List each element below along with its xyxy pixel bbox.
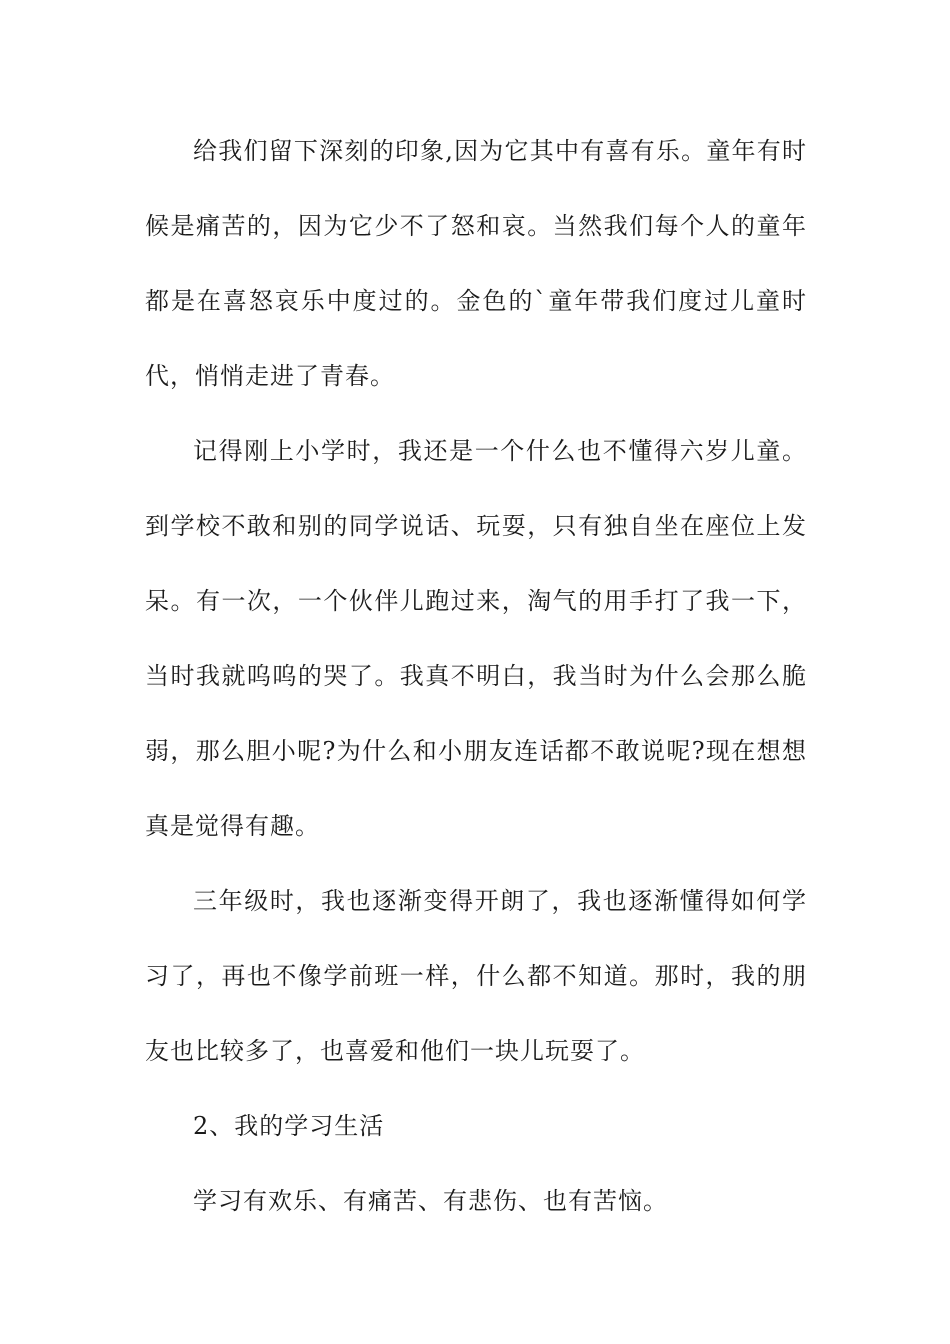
paragraph-2: 记得刚上小学时，我还是一个什么也不懂得六岁儿童。到学校不敢和别的同学说话、玩耍，只有独自坐在座位上发呆。有一次，一个伙伴儿跑过来，淘气的用手打了我一下，当时我就呜呜的哭了。我真不明白，我当时为什么会那么脆弱，那么胆小呢?为什么和小朋友连话都不敢说呢?现在想想真是觉得有趣。 xyxy=(145,437,807,840)
document-body xyxy=(145,114,807,1239)
section-heading: 2、我的学习生活 xyxy=(193,1112,385,1140)
paragraph-3: 三年级时，我也逐渐变得开朗了，我也逐渐懂得如何学习了，再也不像学前班一样，什么都不知道。那时，我的朋友也比较多了，也喜爱和他们一块儿玩耍了。 xyxy=(145,887,807,1065)
paragraph-4: 学习有欢乐、有痛苦、有悲伤、也有苦恼。 xyxy=(193,1187,668,1215)
paragraph-1: 给我们留下深刻的印象,因为它其中有喜有乐。童年有时候是痛苦的，因为它少不了怒和哀。当然我们每个人的童年都是在喜怒哀乐中度过的。金色的`童年带我们度过儿童时代，悄悄走进了青春。 xyxy=(145,137,807,390)
